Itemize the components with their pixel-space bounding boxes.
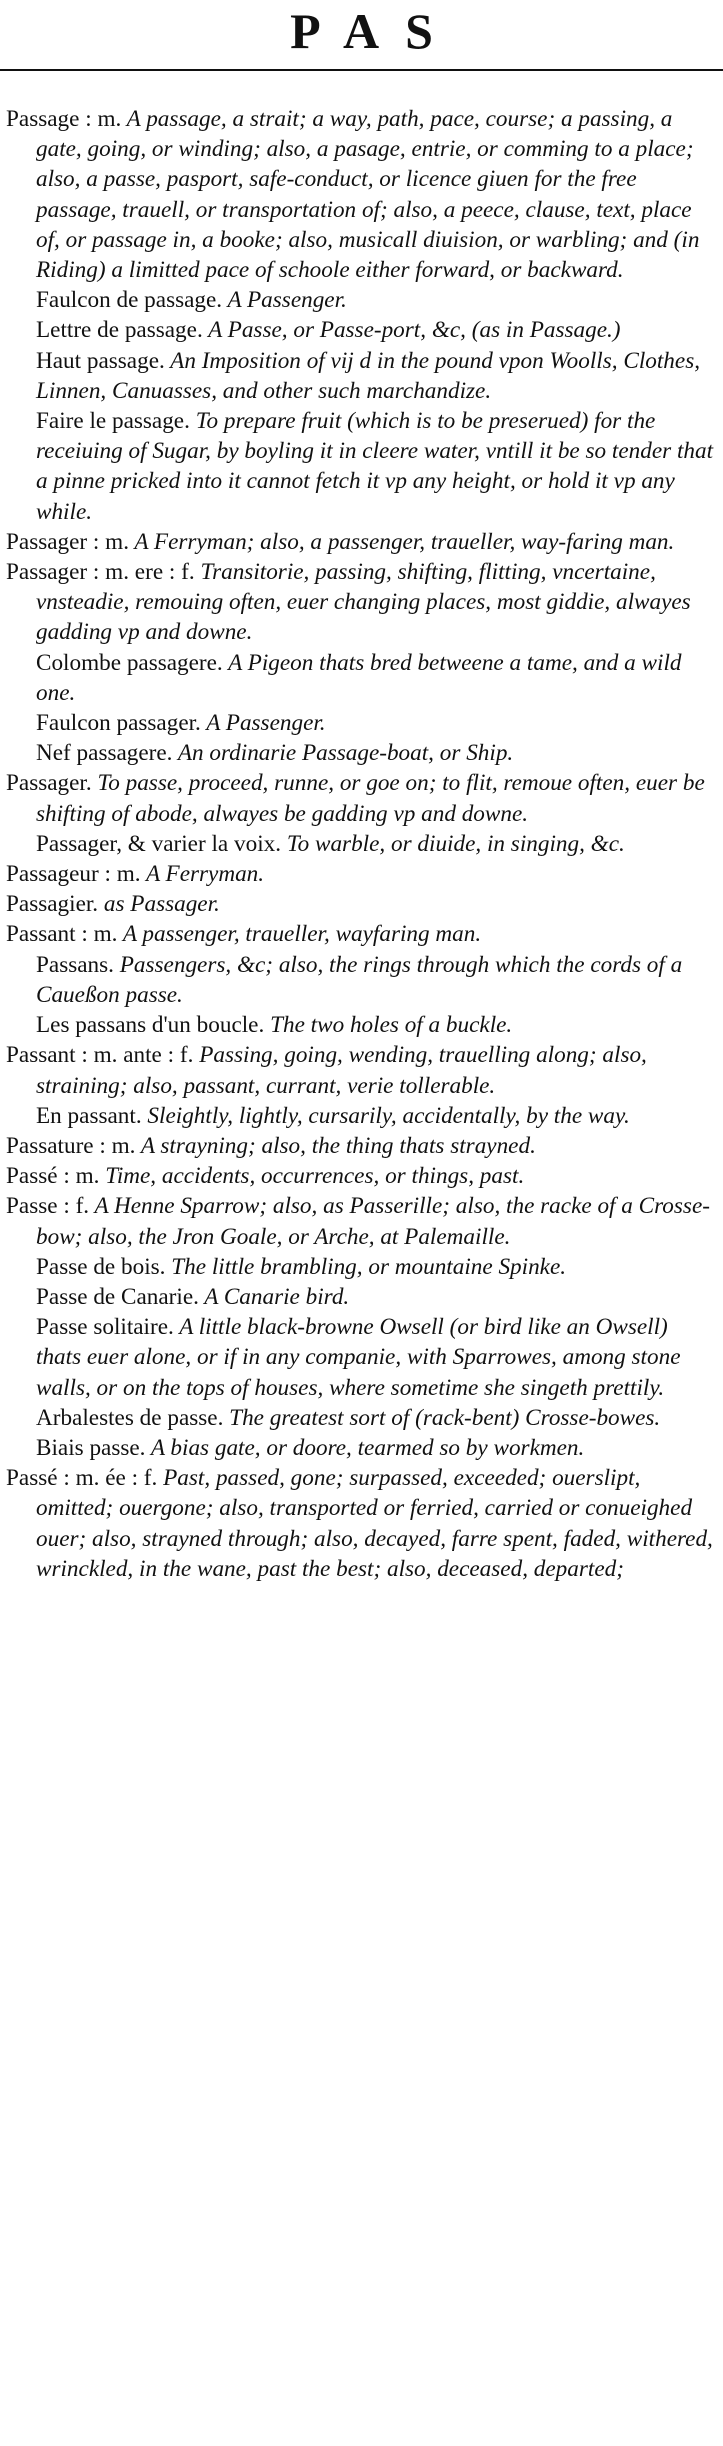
dictionary-entry [6, 527, 718, 557]
sub-entry [6, 708, 718, 738]
headword: Les passans d'un boucle. [36, 1012, 265, 1039]
dictionary-entry [6, 768, 718, 828]
definition: A passage, a strait; a way, path, pace, course; a passing, a gate, going, or winding; also, a pasage, entrie, or comming to a place; also, a passe, pasport, safe-conduct, or licence giuen for the free passage, trauell, or transportation of; also, a peece, clause, text, place of, or passage in, a booke; also, musicall diuision, or warbling; and (in Riding) a limitted pace of schoole either forward, or backward. [36, 106, 700, 284]
definition: To prepare fruit (which is to be preserued) for the receiuing of Sugar, by boyling it in cleere water, vntill it be so tender that a pinne pricked into it cannot fetch it vp any height, or hold it vp any while. [36, 408, 714, 525]
definition: A Passenger. [200, 710, 326, 737]
headword: Faulcon passager. [36, 710, 201, 737]
definition: An ordinarie Passage-boat, or Ship. [172, 740, 514, 767]
dictionary-entry [6, 1463, 718, 1584]
headword: Passe de Canarie. [36, 1283, 199, 1310]
definition: A Ferryman; also, a passenger, traueller, way-faring man. [129, 528, 675, 555]
definition: To passe, proceed, runne, or goe on; to flit, remoue often, euer be shifting of abode, alwayes be gadding vp and downe. [36, 770, 705, 827]
headword: Lettre de passage. [36, 317, 203, 344]
sub-entry [6, 1403, 718, 1433]
definition: A Pigeon thats bred betweene a tame, and a wild one. [36, 649, 682, 706]
headword: Passager, & varier la voix. [36, 830, 282, 857]
definition: A bias gate, or doore, tearmed so by workmen. [145, 1434, 585, 1461]
sub-entry [6, 346, 718, 406]
headword: Nef passagere. [36, 740, 173, 767]
running-head: PAS [290, 3, 459, 59]
sub-entry [6, 1010, 718, 1040]
definition: as Passager. [98, 891, 220, 918]
definition: A strayning; also, the thing thats strayned. [135, 1132, 536, 1159]
dictionary-entry [6, 919, 718, 949]
headword: Passage : m. [6, 106, 122, 132]
definition: The two holes of a buckle. [264, 1012, 513, 1039]
headword: Passe solitaire. [36, 1314, 174, 1341]
definition: Passengers, &c; also, the rings through which the cords of a Caueßon passe. [36, 951, 683, 1008]
definition: A Passe, or Passe-port, &c, (as in Passage.) [202, 317, 621, 344]
headword: Passager. [6, 770, 92, 797]
definition: Time, accidents, occurrences, or things, past. [99, 1163, 525, 1190]
headword: Passé : m. [6, 1163, 100, 1190]
headword: Passager : m. [6, 528, 130, 555]
headword: Passagier. [6, 891, 99, 918]
definition: A little black-browne Owsell (or bird like an Owsell) thats euer alone, or if in any companie, with Sparrowes, among stone walls, or on the tops of houses, where sometime she singeth prettily. [36, 1314, 681, 1401]
headword: Passe : f. [6, 1193, 90, 1220]
headword: Faire le passage. [36, 408, 190, 435]
definition: Transitorie, passing, shifting, flitting, vncertaine, vnsteadie, remouing often, euer changing places, most giddie, alwayes gadding vp and downe. [36, 559, 691, 646]
headword: Arbalestes de passe. [36, 1404, 224, 1431]
headword: Passature : m. [6, 1132, 136, 1159]
definition: An Imposition of vij d in the pound vpon Woolls, Clothes, Linnen, Canuasses, and other such marchandize. [36, 347, 701, 404]
definition: The greatest sort of (rack-bent) Crosse-bowes. [223, 1404, 661, 1431]
sub-entry [6, 648, 718, 708]
definition: A Canarie bird. [198, 1283, 350, 1310]
dictionary-entry [6, 104, 718, 285]
dictionary-entry [6, 859, 718, 889]
header-rule [0, 69, 723, 71]
definition: To warble, or diuide, in singing, &c. [281, 830, 625, 857]
definition: The little brambling, or mountaine Spinke. [165, 1253, 567, 1280]
dictionary-entry [6, 1161, 718, 1191]
headword: Passager : m. ere : f. [6, 559, 195, 586]
definition: A Ferryman. [140, 861, 265, 888]
headword: Faulcon de passage. [36, 287, 223, 314]
sub-entry [6, 285, 718, 315]
definition: Past, passed, gone; surpassed, exceeded; ouerslipt, omitted; ouergone; also, transported or ferried, carried or conueighed ouer; also, strayned through; also, decayed, farre spent, faded, withered, wrinckled, in the wane, past the best; also, deceased, departed; [36, 1465, 713, 1582]
headword: Passageur : m. [6, 861, 141, 888]
dictionary-entry [6, 1131, 718, 1161]
sub-entry [6, 829, 718, 859]
sub-entry [6, 1252, 718, 1282]
sub-entry [6, 738, 718, 768]
sub-entry [6, 406, 718, 527]
headword: Passant : m. [6, 921, 118, 948]
headword: Passé : m. ée : f. [6, 1465, 158, 1492]
sub-entry [6, 1101, 718, 1131]
definition: A Passenger. [222, 287, 347, 314]
sub-entry [6, 950, 718, 1010]
entries-column [6, 104, 718, 1584]
headword: Passe de bois. [36, 1253, 166, 1280]
definition: A passenger, traueller, wayfaring man. [117, 921, 482, 948]
headword: Colombe passagere. [36, 649, 223, 676]
headword: Passant : m. ante : f. [6, 1042, 194, 1069]
sub-entry [6, 1433, 718, 1463]
headword: Passans. [36, 951, 114, 978]
dictionary-entry [6, 1040, 718, 1100]
dictionary-entry [6, 557, 718, 648]
sub-entry [6, 1282, 718, 1312]
headword: Haut passage. [36, 347, 165, 374]
definition: Sleightly, lightly, cursarily, accidentally, by the way. [141, 1102, 630, 1129]
headword: Biais passe. [36, 1434, 146, 1461]
dictionary-entry [6, 889, 718, 919]
sub-entry [6, 315, 718, 345]
sub-entry [6, 1312, 718, 1403]
definition: A Henne Sparrow; also, as Passerille; also, the racke of a Crosse-bow; also, the Jron Goale, or Arche, at Palemaille. [36, 1193, 710, 1250]
dictionary-entry [6, 1191, 718, 1251]
headword: En passant. [36, 1102, 142, 1129]
definition: Passing, going, wending, trauelling along; also, straining; also, passant, currant, verie tollerable. [36, 1042, 647, 1099]
